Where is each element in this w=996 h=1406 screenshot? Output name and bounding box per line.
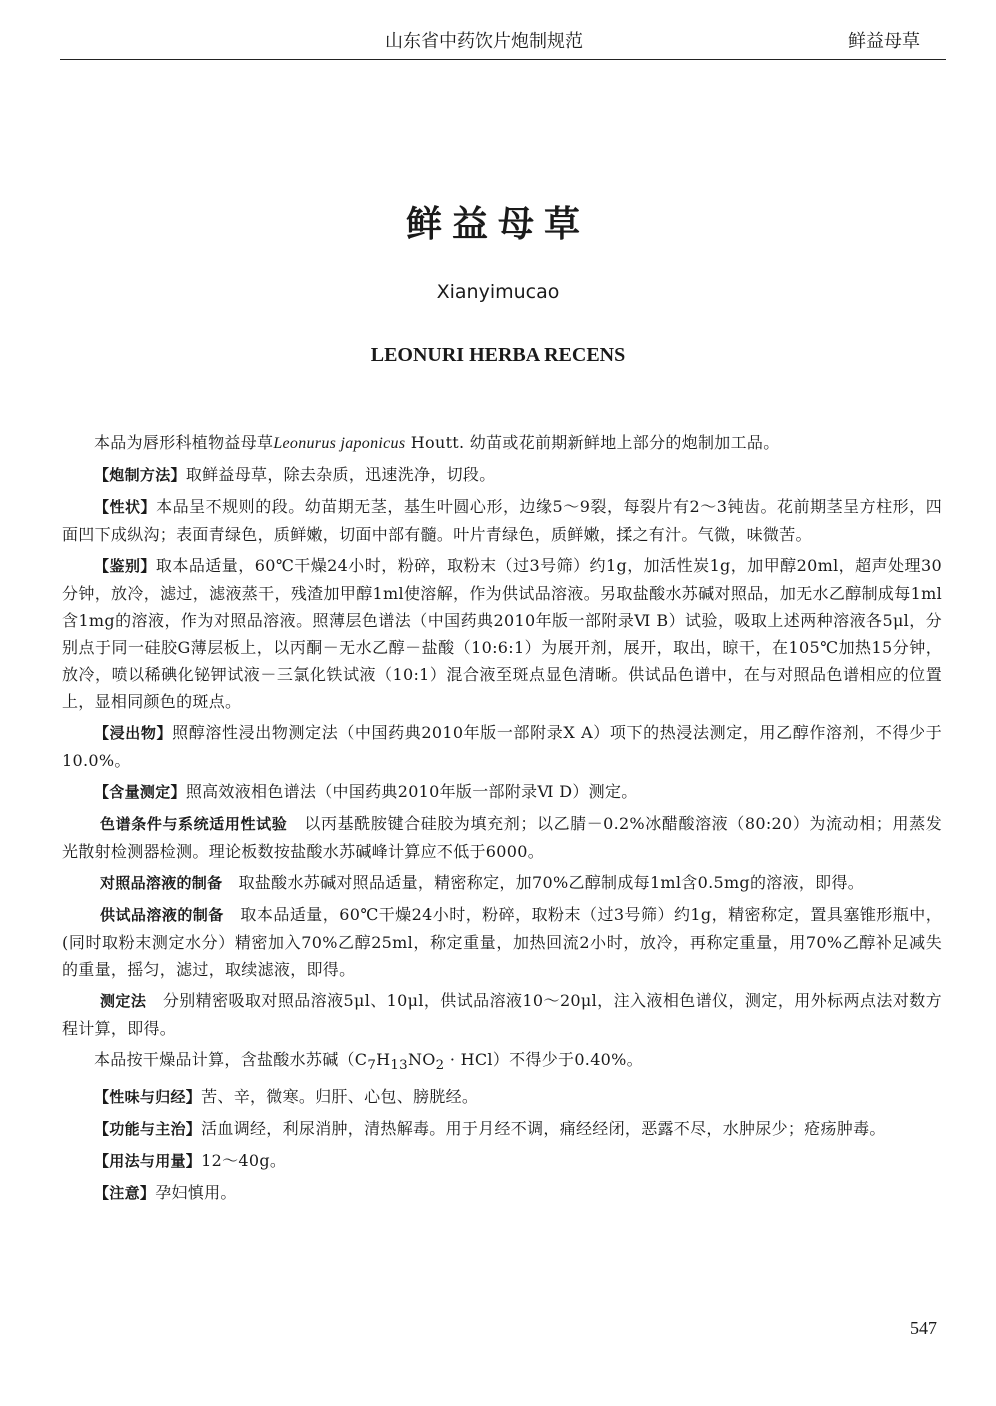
entry-latin-name: LEONURI HERBA RECENS: [370, 344, 626, 366]
nature-heading: 【性味与归经】: [94, 1088, 202, 1107]
nature-section: [62, 1083, 942, 1111]
intro-latin-binomial: Leonurus japonicus: [273, 435, 406, 452]
identification-heading: 【鉴别】: [94, 557, 156, 575]
content-text-end: · HCl）不得少于0.40%。: [444, 1050, 643, 1069]
reference-solution-text: 取盐酸水苏碱对照品适量，精密称定，加70%乙醇制成每1ml含0.5mg的溶液，即得。: [238, 873, 865, 892]
formula-part: NO: [407, 1050, 436, 1069]
running-header-entry-name: 鲜益母草: [848, 31, 920, 52]
caution-section: [62, 1179, 942, 1207]
chromatographic-text: 以丙基酰胺键合硅胶为填充剂；以乙腈－0.2%冰醋酸溶液（80:20）为流动相；用蒸发光散射检测器检测。理论板数按盐酸水苏碱峰计算应不低于6000。: [62, 814, 942, 861]
nature-text: 苦、辛，微寒。归肝、心包、膀胱经。: [201, 1087, 479, 1107]
reference-solution-heading: 对照品溶液的制备: [100, 874, 223, 892]
identification-section: [62, 552, 942, 715]
function-text: 活血调经，利尿消肿，清热解毒。用于月经不调，痛经经闭，恶露不尽，水肿尿少；疮疡肿毒。: [201, 1119, 886, 1139]
formula-part: H: [376, 1050, 391, 1069]
formula-subscript: 2: [435, 1058, 445, 1074]
caution-heading: 【注意】: [94, 1184, 156, 1203]
formula-subscript: 7: [367, 1058, 377, 1074]
function-heading: 【功能与主治】: [94, 1120, 202, 1139]
intro-paragraph: [62, 429, 942, 457]
assay-heading: 【含量测定】: [94, 783, 186, 801]
character-text: 本品呈不规则的段。幼苗期无茎，基生叶圆心形，边缘5～9裂，每裂片有2～3钝齿。花前期茎呈方柱形，四面凹下成纵沟；表面青绿色，质鲜嫩，切面中部有髓。叶片青绿色，质鲜嫩，揉之有汁。气微，味微苦。: [62, 497, 942, 544]
character-section: [62, 493, 942, 548]
header-rule: [60, 59, 946, 60]
processing-heading: 【炮制方法】: [94, 466, 186, 484]
extract-text: 照醇溶性浸出物测定法（中国药典2010年版一部附录Ⅹ A）项下的热浸法测定，用乙醇作溶剂，不得少于10.0%。: [62, 723, 942, 770]
processing-section: [62, 461, 942, 489]
processing-text: 取鲜益母草，除去杂质，迅速洗净，切段。: [185, 465, 496, 484]
determination-heading: 测定法: [100, 992, 147, 1010]
determination-section: [62, 987, 942, 1042]
monograph-body: [62, 429, 942, 1211]
chromatographic-section: [62, 810, 942, 865]
entry-title: 鲜益母草: [405, 203, 590, 245]
usage-section: [62, 1147, 942, 1175]
content-text: 本品按干燥品计算，含盐酸水苏碱（C: [94, 1050, 368, 1069]
assay-text: 照高效液相色谱法（中国药典2010年版一部附录Ⅵ D）测定。: [185, 782, 638, 801]
test-solution-heading: 供试品溶液的制备: [100, 906, 224, 924]
identification-text: 取本品适量，60℃干燥24小时，粉碎，取粉末（过3号筛）约1g，加活性炭1g，加甲醇20ml，超声处理30分钟，放冷，滤过，滤液蒸干，残渣加甲醇1ml使溶解，作为供试品溶液。另取盐酸水苏碱对照品，加无水乙醇制成每1ml含1mg的溶液，作为对照品溶液。照薄层色谱法（中国药典2010年版一部附录Ⅵ B）试验，吸取上述两种溶液各5μl，分别点于同一硅胶G薄层板上，以丙酮－无水乙醇－盐酸（10:6:1）为展开剂，展开，取出，晾干，在105℃加热15分钟，放冷，喷以稀碘化铋钾试液－三氯化铁试液（10:1）混合液至斑点显色清晰。供试品色谱中，在与对照品色谱相应的位置上，显相同颜色的斑点。: [62, 556, 942, 711]
test-solution-section: [62, 901, 942, 983]
intro-text-end: Houtt. 幼苗或花前期新鲜地上部分的炮制加工品。: [405, 433, 780, 452]
function-section: [62, 1115, 942, 1143]
reference-solution-section: [62, 869, 942, 897]
page-number: 547: [910, 1318, 937, 1338]
entry-pinyin: Xianyimucao: [436, 281, 560, 303]
caution-text: 孕妇慎用。: [155, 1183, 237, 1203]
running-header-book-title: 山东省中药饮片炮制规范: [385, 31, 583, 52]
formula-subscript: 13: [390, 1058, 408, 1074]
intro-text: 本品为唇形科植物益母草: [94, 433, 274, 452]
chromatographic-heading: 色谱条件与系统适用性试验: [100, 815, 288, 833]
usage-text: 12～40g。: [201, 1151, 287, 1171]
assay-section: [62, 778, 942, 806]
test-solution-text: 取本品适量，60℃干燥24小时，粉碎，取粉末（过3号筛）约1g，精密称定，置具塞锥形瓶中，(同时取粉末测定水分）精密加入70%乙醇25ml，称定重量，加热回流2小时，放冷，再称定重量，用70%乙醇补足减失的重量，摇匀，滤过，取续滤液，即得。: [62, 905, 942, 979]
content-limit-paragraph: [62, 1046, 942, 1079]
extract-section: [62, 719, 942, 774]
usage-heading: 【用法与用量】: [94, 1152, 202, 1171]
character-heading: 【性状】: [94, 498, 157, 516]
extract-heading: 【浸出物】: [94, 724, 173, 742]
determination-text: 分别精密吸取对照品溶液5μl、10μl，供试品溶液10～20μl，注入液相色谱仪，测定，用外标两点法对数方程计算，即得。: [62, 991, 942, 1038]
